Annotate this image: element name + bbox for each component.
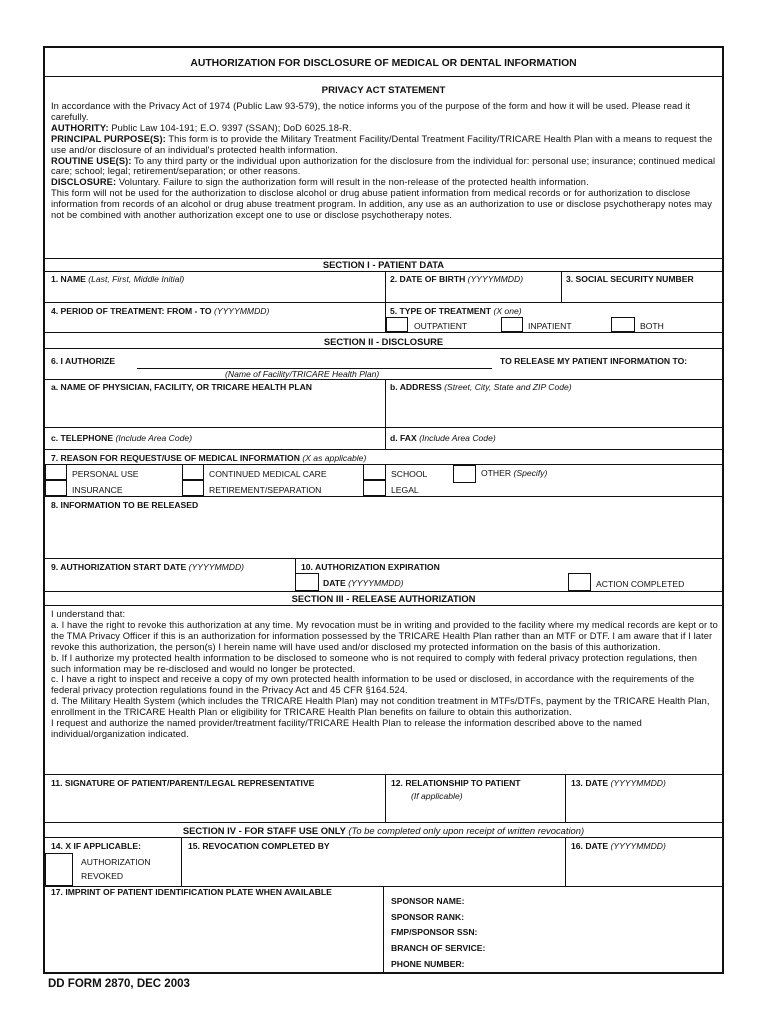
fmp-ssn-label: FMP/SPONSOR SSN: xyxy=(391,927,478,937)
revocation-field[interactable] xyxy=(183,853,563,885)
routine-text: To any third party or the individual upon authorization for the disclosure from the individual for: personal use; insurance; continued medical care; school; legal; retirement/separation; or other reasons. xyxy=(51,155,716,177)
x-if-applicable-label: 14. X IF APPLICABLE: xyxy=(51,841,141,851)
insurance-checkbox[interactable] xyxy=(45,480,67,496)
authority-line xyxy=(51,123,719,134)
info-field[interactable] xyxy=(47,512,720,558)
relationship-field[interactable] xyxy=(387,803,563,820)
sig-date-label: 13. DATE (YYYYMMDD) xyxy=(571,778,666,788)
type-label: 5. TYPE OF TREATMENT (X one) xyxy=(390,306,522,316)
sponsor-rank-label: SPONSOR RANK: xyxy=(391,912,465,922)
physician-label: a. NAME OF PHYSICIAN, FACILITY, OR TRICARE HEALTH PLAN xyxy=(51,382,313,392)
release-authorization-text xyxy=(51,609,719,740)
facility-name-field[interactable] xyxy=(137,353,492,368)
continued-care-checkbox[interactable] xyxy=(182,464,204,480)
release-label: TO RELEASE MY PATIENT INFORMATION TO: xyxy=(500,356,688,366)
auth-revoked-line1: AUTHORIZATION xyxy=(81,857,151,867)
authorization-revoked-checkbox[interactable] xyxy=(45,853,73,886)
period-field[interactable] xyxy=(47,318,383,332)
phone-label: PHONE NUMBER: xyxy=(391,959,465,969)
expiration-date-label: DATE (YYYYMMDD) xyxy=(323,578,404,588)
start-date-label: 9. AUTHORIZATION START DATE (YYYYMMDD) xyxy=(51,562,245,572)
reason-label: 7. REASON FOR REQUEST/USE OF MEDICAL INFORMATION (X as applicable) xyxy=(51,453,367,463)
auth-revoked-line2: REVOKED xyxy=(81,871,124,881)
facility-hint: (Name of Facility/TRICARE Health Plan) xyxy=(225,369,380,379)
signature-label: 11. SIGNATURE OF PATIENT/PARENT/LEGAL REPRESENTATIVE xyxy=(51,778,315,788)
expiration-date-checkbox[interactable] xyxy=(295,573,319,591)
insurance-label: INSURANCE xyxy=(72,485,123,495)
disclosure-text: Voluntary. Failure to sign the authorization form will result in the non-release of the protected health information. xyxy=(116,177,589,188)
section1-title: SECTION I - PATIENT DATA xyxy=(322,259,445,270)
purpose-label: PRINCIPAL PURPOSE(S): xyxy=(51,133,166,144)
imprint-area[interactable] xyxy=(47,900,381,970)
privacy-note: This form will not be used for the authorization to disclose alcohol or drug abuse patient information from medical records or for authorization to disclose information from records of an alcohol or drug abuse treatment program. In addition, any use as an authorization to use or disclose psychotherapy notes may not be combined with another authorization except one to use or disclose psychotherapy notes. xyxy=(51,188,712,221)
ssn-field[interactable] xyxy=(563,286,720,300)
legal-label: LEGAL xyxy=(391,485,419,495)
branch-label: BRANCH OF SERVICE: xyxy=(391,943,486,953)
legal-checkbox[interactable] xyxy=(363,480,386,496)
purpose-line xyxy=(51,134,719,156)
section4-title: SECTION IV - FOR STAFF USE ONLY (To be completed only upon receipt of written revocation) xyxy=(182,825,585,836)
expiration-label: 10. AUTHORIZATION EXPIRATION xyxy=(301,562,440,572)
start-date-field[interactable] xyxy=(47,574,293,590)
sig-date-field[interactable] xyxy=(567,790,720,820)
privacy-heading: PRIVACY ACT STATEMENT xyxy=(321,85,446,96)
other-specify-field[interactable] xyxy=(481,481,720,495)
action-completed-checkbox[interactable] xyxy=(568,573,591,591)
personal-use-checkbox[interactable] xyxy=(45,464,67,480)
request-line: I request and authorize the named provider/treatment facility/TRICARE Health Plan to release the information described above to the named individual/organization indicated. xyxy=(51,718,642,739)
both-label: BOTH xyxy=(640,321,664,331)
retirement-label: RETIREMENT/SEPARATION xyxy=(209,485,322,495)
privacy-statement xyxy=(51,101,719,221)
purpose-text: This form is to provide the Military Treatment Facility/Dental Treatment Facility/TRICARE Health Plan with a means to request the use and/or disclosure of an individual's protected health information. xyxy=(51,133,713,155)
period-label: 4. PERIOD OF TREATMENT: FROM - TO (YYYYMMDD) xyxy=(51,306,270,316)
relationship-label: 12. RELATIONSHIP TO PATIENT xyxy=(391,778,521,788)
ssn-label: 3. SOCIAL SECURITY NUMBER xyxy=(566,274,694,284)
other-checkbox[interactable] xyxy=(453,465,476,483)
address-label: b. ADDRESS (Street, City, State and ZIP Code) xyxy=(390,382,572,392)
revocation-date-field[interactable] xyxy=(567,853,720,885)
fax-label: d. FAX (Include Area Code) xyxy=(390,433,496,443)
action-completed-label: ACTION COMPLETED xyxy=(596,579,685,589)
both-checkbox[interactable] xyxy=(611,317,635,332)
routine-line xyxy=(51,156,719,178)
signature-field[interactable] xyxy=(47,790,383,820)
dob-label: 2. DATE OF BIRTH (YYYYMMDD) xyxy=(390,274,524,284)
imprint-label: 17. IMPRINT OF PATIENT IDENTIFICATION PLATE WHEN AVAILABLE xyxy=(51,887,332,897)
clause-d: d. The Military Health System (which includes the TRICARE Health Plan) may not condition treatment in MTFs/DTFs, payment by the TRICARE Health Plan, enrollment in the TRICARE Health Plan or eligibility for TRICARE Health Plan benefits on failure to obtain this authorization. xyxy=(51,696,710,718)
physician-field[interactable] xyxy=(47,394,383,426)
revocation-date-label: 16. DATE (YYYYMMDD) xyxy=(571,841,666,851)
expiration-date-field[interactable] xyxy=(425,574,565,590)
school-label: SCHOOL xyxy=(391,469,428,479)
retirement-checkbox[interactable] xyxy=(182,480,204,496)
outpatient-label: OUTPATIENT xyxy=(414,321,468,331)
authority-text: Public Law 104-191; E.O. 9397 (SSAN); DoD 6025.18-R. xyxy=(108,122,352,133)
section2-title: SECTION II - DISCLOSURE xyxy=(323,336,444,347)
form-number: DD FORM 2870, DEC 2003 xyxy=(48,978,190,990)
relationship-hint: (If applicable) xyxy=(411,791,463,801)
name-label: 1. NAME (Last, First, Middle Initial) xyxy=(51,274,185,284)
sponsor-name-label: SPONSOR NAME: xyxy=(391,896,465,906)
outpatient-checkbox[interactable] xyxy=(386,317,408,332)
continued-care-label: CONTINUED MEDICAL CARE xyxy=(209,469,327,479)
section3-title: SECTION III - RELEASE AUTHORIZATION xyxy=(291,593,476,604)
info-label: 8. INFORMATION TO BE RELEASED xyxy=(51,500,199,510)
other-label: OTHER (Specify) xyxy=(481,468,548,478)
clause-c: c. I have a right to inspect and receive a copy of my own protected health information to be used or disclosed, in accordance with the requirements of the federal privacy protection regulations found in the Privacy Act and 45 CFR §164.524. xyxy=(51,674,695,696)
address-field[interactable] xyxy=(387,394,720,426)
disclosure-label: DISCLOSURE: xyxy=(51,177,117,188)
disclosure-line xyxy=(51,177,719,188)
telephone-label: c. TELEPHONE (Include Area Code) xyxy=(51,433,193,443)
privacy-intro: In accordance with the Privacy Act of 1974 (Public Law 93-579), the notice informs you of the purpose of the form and how it will be used. Please read it carefully. xyxy=(51,101,691,122)
form-title: AUTHORIZATION FOR DISCLOSURE OF MEDICAL OR DENTAL INFORMATION xyxy=(190,58,577,69)
authorization-form xyxy=(43,46,724,974)
clause-a: a. I have the right to revoke this authorization at any time. My revocation must be in writing and provided to the facility where my medical records are kept or to the TMA Privacy Officer if this is an authorization for information possessed by the TRICARE Health Plan rather than an MTF or DTF. I am aware that if I later revoke this authorization, the person(s) I herein name will have used and/or disclosed my protected information on the basis of this authorization. xyxy=(51,619,718,652)
authority-label: AUTHORITY: xyxy=(51,122,109,133)
revocation-label: 15. REVOCATION COMPLETED BY xyxy=(188,841,330,851)
name-field[interactable] xyxy=(47,286,383,300)
divider xyxy=(45,76,722,77)
understand-line: I understand that: xyxy=(51,609,126,619)
dob-field[interactable] xyxy=(387,286,559,300)
inpatient-label: INPATIENT xyxy=(528,321,572,331)
school-checkbox[interactable] xyxy=(363,464,386,480)
inpatient-checkbox[interactable] xyxy=(501,317,523,332)
authorize-label: 6. I AUTHORIZE xyxy=(51,356,116,366)
routine-label: ROUTINE USE(S): xyxy=(51,155,132,166)
clause-b: b. If I authorize my protected health information to be disclosed to someone who is not required to comply with federal privacy protection regulations, then such information may be re-disclosed and would no longer be protected. xyxy=(51,652,698,674)
personal-use-label: PERSONAL USE xyxy=(72,469,139,479)
